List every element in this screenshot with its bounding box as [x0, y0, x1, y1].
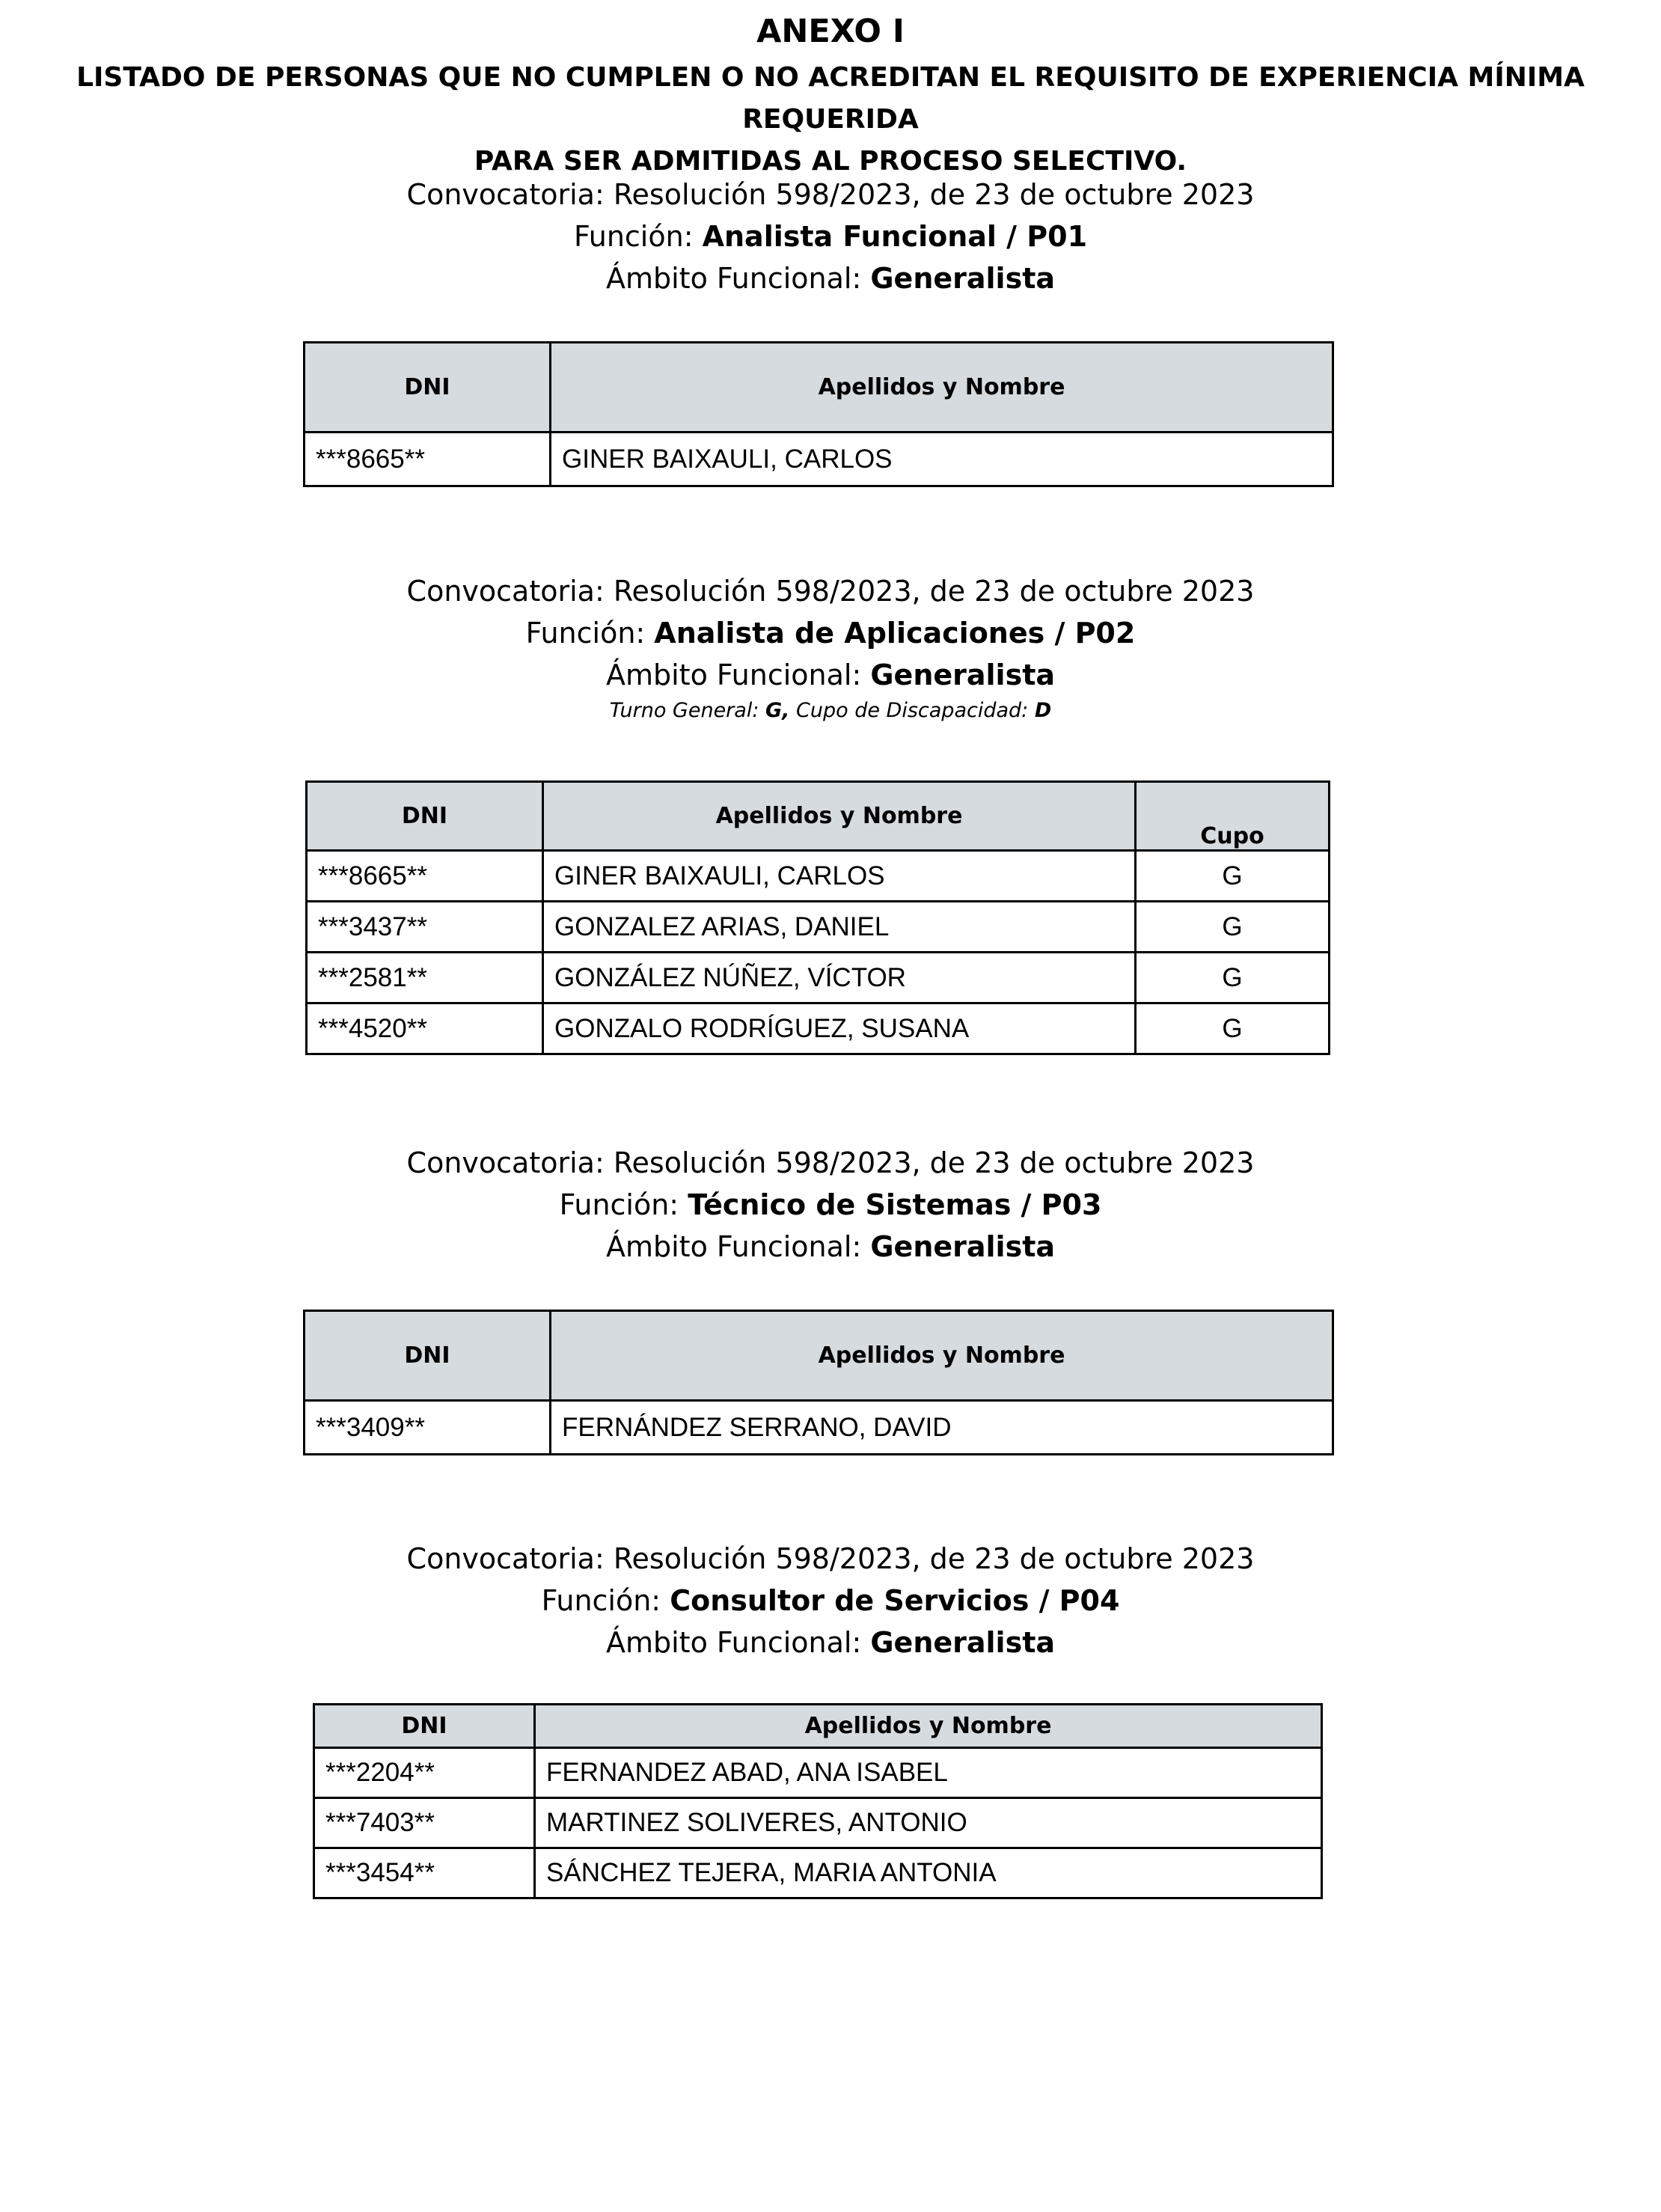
dni-cell: ***2204** [314, 1748, 535, 1798]
annex-subtitle-line-1: LISTADO DE PERSONAS QUE NO CUMPLEN O NO ACREDITAN EL REQUISITO DE EXPERIENCIA MÍNIMA REQUERIDA [76, 62, 1585, 135]
table-row [305, 1401, 1333, 1455]
section-2-convocatoria: Convocatoria: Resolución 598/2023, de 23 de octubre 2023 [406, 575, 1255, 608]
dni-cell: ***3409** [305, 1401, 551, 1455]
table-row [305, 433, 1333, 486]
column-header-nombre: Apellidos y Nombre [551, 1311, 1333, 1401]
nombre-cell: GONZÁLEZ NÚÑEZ, VÍCTOR [543, 953, 1136, 1003]
annex-subtitle-line-2: PARA SER ADMITIDAS AL PROCESO SELECTIVO. [474, 146, 1187, 177]
dni-cell: ***3437** [307, 902, 543, 953]
section-4-funcion: Función: Consultor de Servicios / P04 [541, 1584, 1120, 1617]
column-header-dni: DNI [307, 782, 543, 851]
section-1-ambito: Ámbito Funcional: Generalista [605, 262, 1056, 295]
section-2-funcion: Función: Analista de Aplicaciones / P02 [525, 617, 1136, 650]
cupo-cell: G [1136, 953, 1330, 1003]
section-3-header [0, 1142, 1661, 1268]
nombre-cell: GINER BAIXAULI, CARLOS [543, 851, 1136, 902]
table-row [314, 1798, 1322, 1848]
cupo-cell: G [1136, 1003, 1330, 1054]
nombre-cell: GINER BAIXAULI, CARLOS [551, 433, 1333, 486]
table-row [307, 902, 1330, 953]
nombre-cell: MARTINEZ SOLIVERES, ANTONIO [535, 1798, 1322, 1848]
column-header-nombre: Apellidos y Nombre [543, 782, 1136, 851]
annex-title: ANEXO I [756, 13, 905, 50]
column-header-dni: DNI [305, 1311, 551, 1401]
column-header-dni: DNI [305, 343, 551, 433]
nombre-cell: FERNÁNDEZ SERRANO, DAVID [551, 1401, 1333, 1455]
section-2-table [305, 780, 1330, 1055]
section-1-header [0, 174, 1661, 299]
section-3-funcion: Función: Técnico de Sistemas / P03 [559, 1188, 1102, 1221]
annex-subtitle [0, 57, 1661, 183]
dni-cell: ***7403** [314, 1798, 535, 1848]
column-header-nombre: Apellidos y Nombre [535, 1705, 1322, 1748]
nombre-cell: GONZALEZ ARIAS, DANIEL [543, 902, 1136, 953]
dni-cell: ***3454** [314, 1848, 535, 1898]
section-1-table [303, 341, 1334, 487]
section-2-header [0, 570, 1661, 726]
section-4-ambito: Ámbito Funcional: Generalista [605, 1626, 1056, 1659]
column-header-dni: DNI [314, 1705, 535, 1748]
table-row [314, 1848, 1322, 1898]
cupo-cell: G [1136, 851, 1330, 902]
dni-cell: ***8665** [307, 851, 543, 902]
table-row [314, 1748, 1322, 1798]
column-header-nombre: Apellidos y Nombre [551, 343, 1333, 433]
table-row [307, 1003, 1330, 1054]
column-header-cupo: Cupo [1136, 782, 1330, 851]
section-4-header [0, 1538, 1661, 1663]
nombre-cell: FERNANDEZ ABAD, ANA ISABEL [535, 1748, 1322, 1798]
dni-cell: ***8665** [305, 433, 551, 486]
table-row [307, 953, 1330, 1003]
section-3-table [303, 1310, 1334, 1455]
section-2-ambito: Ámbito Funcional: Generalista [605, 659, 1056, 691]
section-2-turno: Turno General: G, Cupo de Discapacidad: D [609, 699, 1052, 722]
nombre-cell: GONZALO RODRÍGUEZ, SUSANA [543, 1003, 1136, 1054]
dni-cell: ***4520** [307, 1003, 543, 1054]
nombre-cell: SÁNCHEZ TEJERA, MARIA ANTONIA [535, 1848, 1322, 1898]
section-3-convocatoria: Convocatoria: Resolución 598/2023, de 23 de octubre 2023 [406, 1146, 1255, 1179]
table-row [307, 851, 1330, 902]
section-4-table [313, 1703, 1323, 1899]
section-1-funcion: Función: Analista Funcional / P01 [573, 220, 1088, 253]
section-1-convocatoria: Convocatoria: Resolución 598/2023, de 23 de octubre 2023 [406, 178, 1255, 211]
dni-cell: ***2581** [307, 953, 543, 1003]
section-4-convocatoria: Convocatoria: Resolución 598/2023, de 23 de octubre 2023 [406, 1542, 1255, 1575]
cupo-cell: G [1136, 902, 1330, 953]
section-3-ambito: Ámbito Funcional: Generalista [605, 1230, 1056, 1263]
